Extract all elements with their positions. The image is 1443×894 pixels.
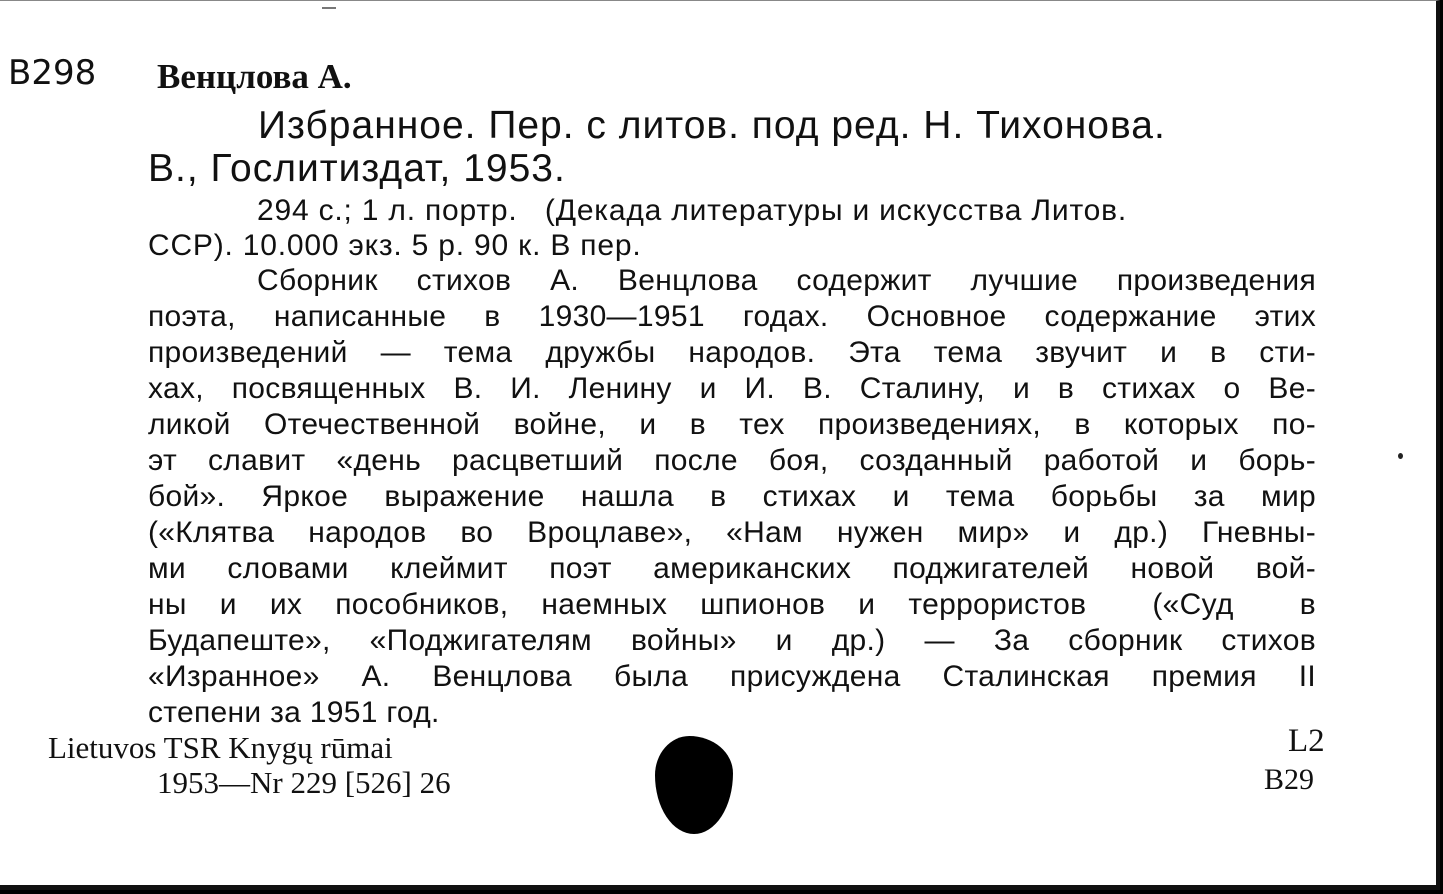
punch-hole — [655, 736, 733, 834]
annotation-line: «Изранное» А. Венцлова была присуждена Сталинская премия II — [148, 660, 1316, 693]
shelf-mark-2: B29 — [1264, 763, 1315, 796]
annotation-line: («Клятва народов во Вроцлаве», «Нам нужен мир» и др.) Гневны- — [148, 516, 1316, 549]
annotation-line: Будапеште», «Поджигателям войны» и др.) — За сборник стихов — [148, 624, 1316, 657]
title-line-1: Избранное. Пер. с литов. под ред. Н. Тихонова. — [258, 104, 1166, 147]
annotation-line: степени за 1951 год. — [148, 696, 440, 729]
annotation-line: эт славит «день расцветший после боя, созданный работой и борь- — [148, 444, 1316, 477]
title-line-2: В., Гослитиздат, 1953. — [148, 147, 566, 190]
annotation-line: произведений — тема дружбы народов. Эта тема звучит и в сти- — [148, 336, 1316, 369]
annotation-line: бой». Яркое выражение нашла в стихах и тема борьбы за мир — [148, 480, 1316, 513]
physical-description-line-2: ССР). 10.000 экз. 5 р. 90 к. В пер. — [148, 229, 642, 262]
ink-speck — [1398, 453, 1403, 459]
publisher-line-2: 1953—Nr 229 [526] 26 — [157, 765, 451, 800]
annotation-line: ны и их пособников, наемных шпионов и террористов («Суд в — [148, 588, 1316, 621]
annotation-line: ликой Отечественной войне, и в тех произведениях, в которых по- — [148, 408, 1316, 441]
shelf-mark-1: L2 — [1288, 723, 1325, 759]
author-heading: Венцлова А. — [157, 57, 352, 96]
call-number: B298 — [8, 53, 97, 93]
annotation-line: ми словами клеймит поэт американских поджигателей новой вой- — [148, 552, 1316, 585]
card-top-mark — [322, 7, 336, 9]
publisher-line-1: Lietuvos TSR Knygų rūmai — [48, 730, 393, 765]
annotation-line: Сборник стихов А. Венцлова содержит лучшие произведения — [257, 264, 1316, 297]
annotation-line: хах, посвященных В. И. Ленину и И. В. Сталину, и в стихах о Ве- — [148, 372, 1316, 405]
physical-description-line-1: 294 с.; 1 л. портр. (Декада литературы и искусства Литов. — [257, 194, 1128, 227]
annotation-line: поэта, написанные в 1930—1951 годах. Основное содержание этих — [148, 300, 1316, 333]
